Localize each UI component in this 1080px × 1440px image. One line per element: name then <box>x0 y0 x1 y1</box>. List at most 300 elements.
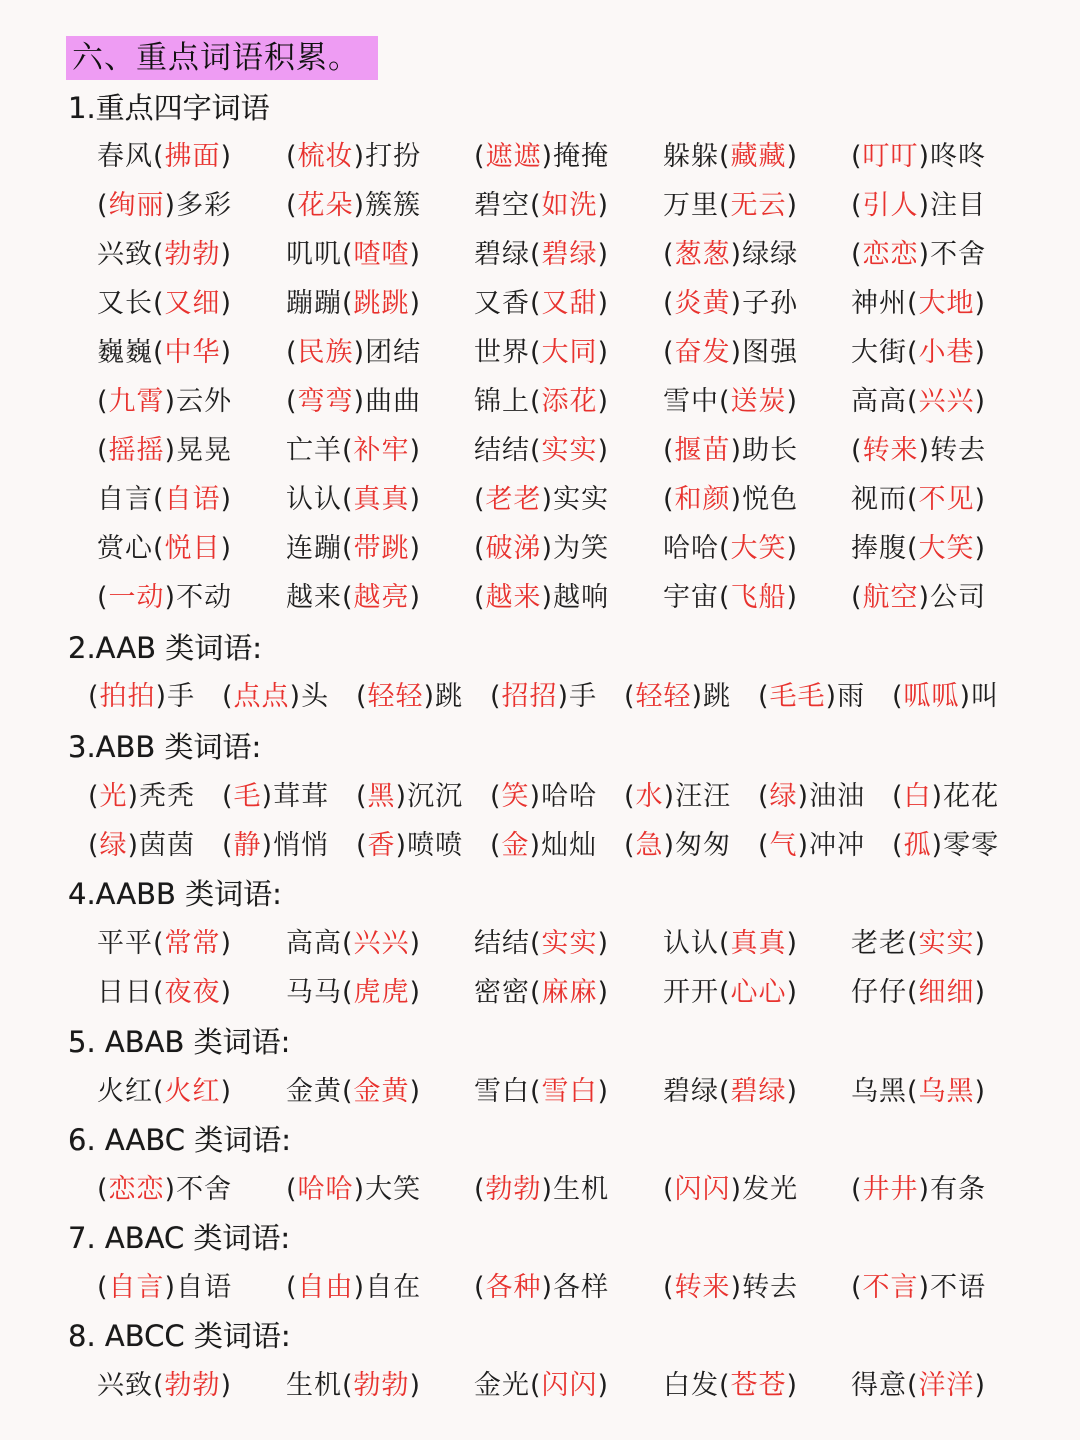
answer-text: 藏藏 <box>730 141 787 172</box>
answer-text: 如洗 <box>541 190 598 221</box>
word-entry <box>851 284 986 324</box>
word-text: )实实 <box>541 484 610 515</box>
word-text: )掩掩 <box>541 141 610 172</box>
word-entry <box>356 777 463 817</box>
answer-text: 跳跳 <box>353 288 410 319</box>
word-text: ( <box>286 1272 298 1303</box>
answer-text: 勃勃 <box>164 239 221 270</box>
word-text: ( <box>97 1174 109 1205</box>
word-text: ) <box>974 533 987 564</box>
word-text: )公司 <box>918 582 987 613</box>
answer-text: 香 <box>367 830 396 861</box>
word-text: 巍巍( <box>97 337 165 368</box>
word-text: ( <box>892 781 904 812</box>
word-text: ( <box>474 1272 486 1303</box>
word-text: ( <box>286 386 298 417</box>
word-entry <box>286 973 421 1013</box>
word-text: ( <box>286 190 298 221</box>
word-text: 叽叽( <box>286 239 354 270</box>
word-entry <box>286 529 421 569</box>
answer-text: 麻麻 <box>541 977 598 1008</box>
word-text: ) <box>974 977 987 1008</box>
answer-text: 各种 <box>485 1272 542 1303</box>
word-text: ( <box>663 239 675 270</box>
word-text: ( <box>851 190 863 221</box>
page-title: 六、重点词语积累。 <box>66 36 378 80</box>
word-text: )注目 <box>918 190 987 221</box>
word-text: ( <box>88 681 100 712</box>
answer-text: 虎虎 <box>353 977 410 1008</box>
answer-text: 一动 <box>108 582 165 613</box>
answer-text: 民族 <box>297 337 354 368</box>
answer-text: 不言 <box>862 1272 919 1303</box>
word-text: )转去 <box>730 1272 799 1303</box>
word-text: ) <box>220 977 233 1008</box>
word-entry <box>851 333 986 373</box>
word-entry <box>97 137 232 177</box>
word-text: ) <box>786 1076 799 1107</box>
word-text: ) <box>786 386 799 417</box>
word-row <box>0 333 1080 373</box>
word-text: ( <box>624 681 636 712</box>
word-text: ( <box>356 830 368 861</box>
answer-text: 苍苍 <box>730 1370 787 1401</box>
word-entry <box>851 1170 986 1210</box>
word-text: ) <box>597 977 610 1008</box>
word-text: 密密( <box>474 977 542 1008</box>
word-row <box>0 1072 1080 1112</box>
word-text: )匆匆 <box>663 830 732 861</box>
answer-text: 毛毛 <box>769 681 826 712</box>
word-text: 赏心( <box>97 533 165 564</box>
word-text: ) <box>597 1076 610 1107</box>
word-text: ( <box>88 781 100 812</box>
word-text: ( <box>624 830 636 861</box>
answer-text: 闪闪 <box>674 1174 731 1205</box>
word-text: ( <box>851 1174 863 1205</box>
word-entry <box>663 186 798 226</box>
word-entry <box>851 924 986 964</box>
word-text: 亡羊( <box>286 435 354 466</box>
word-entry <box>892 677 999 717</box>
word-row <box>0 235 1080 275</box>
word-entry <box>663 1170 798 1210</box>
word-text: ) <box>597 386 610 417</box>
word-text: ) <box>597 1370 610 1401</box>
answer-text: 破涕 <box>485 533 542 564</box>
word-text: ) <box>220 928 233 959</box>
section-heading: 3.ABB 类词语: <box>68 730 262 764</box>
word-text: )冲冲 <box>797 830 866 861</box>
answer-text: 孤 <box>903 830 932 861</box>
word-text: ) <box>597 928 610 959</box>
word-text: ) <box>786 190 799 221</box>
answer-text: 老老 <box>485 484 542 515</box>
word-text: ) <box>974 1370 987 1401</box>
word-text: 碧绿( <box>474 239 542 270</box>
answer-text: 火红 <box>164 1076 221 1107</box>
word-entry <box>663 235 798 275</box>
word-entry <box>851 1072 986 1112</box>
answer-text: 实实 <box>918 928 975 959</box>
word-text: )子孙 <box>730 288 799 319</box>
section-heading: 2.AAB 类词语: <box>68 631 263 665</box>
word-text: )秃秃 <box>127 781 196 812</box>
word-text: 结结( <box>474 928 542 959</box>
word-entry <box>97 924 232 964</box>
answer-text: 拍拍 <box>99 681 156 712</box>
word-text: 结结( <box>474 435 542 466</box>
word-text: )助长 <box>730 435 799 466</box>
answer-text: 绚丽 <box>108 190 165 221</box>
answer-text: 招招 <box>501 681 558 712</box>
word-text: ) <box>220 1370 233 1401</box>
word-entry <box>286 1072 421 1112</box>
word-text: ) <box>220 484 233 515</box>
word-text: 认认( <box>286 484 354 515</box>
word-text: 又香( <box>474 288 542 319</box>
word-text: )晃晃 <box>164 435 233 466</box>
word-entry <box>474 924 609 964</box>
word-text: )转去 <box>918 435 987 466</box>
word-text: )喷喷 <box>395 830 464 861</box>
word-entry <box>851 186 986 226</box>
word-row <box>0 529 1080 569</box>
word-text: 春风( <box>97 141 165 172</box>
word-entry <box>97 382 232 422</box>
answer-text: 自由 <box>297 1272 354 1303</box>
word-text: ) <box>974 928 987 959</box>
word-entry <box>286 382 421 422</box>
answer-text: 心心 <box>730 977 787 1008</box>
word-text: ) <box>409 1370 422 1401</box>
word-entry <box>474 1170 609 1210</box>
answer-text: 炎黄 <box>674 288 731 319</box>
answer-text: 水 <box>635 781 664 812</box>
answer-text: 绿 <box>769 781 798 812</box>
word-text: ( <box>97 582 109 613</box>
word-entry <box>286 1268 421 1308</box>
answer-text: 毛 <box>233 781 262 812</box>
word-text: )悄悄 <box>261 830 330 861</box>
word-text: 金黄( <box>286 1076 354 1107</box>
answer-text: 不见 <box>918 484 975 515</box>
word-text: )大笑 <box>353 1174 422 1205</box>
word-text: ( <box>851 141 863 172</box>
word-text: 连蹦( <box>286 533 354 564</box>
answer-text: 轻轻 <box>635 681 692 712</box>
word-text: )灿灿 <box>529 830 598 861</box>
answer-text: 笑 <box>501 781 530 812</box>
answer-text: 闪闪 <box>541 1370 598 1401</box>
answer-text: 叮叮 <box>862 141 919 172</box>
word-text: ) <box>220 1076 233 1107</box>
word-text: 雪中( <box>663 386 731 417</box>
word-entry <box>663 284 798 324</box>
word-text: ( <box>286 337 298 368</box>
word-row <box>0 1268 1080 1308</box>
word-entry <box>356 826 463 866</box>
word-entry <box>663 973 798 1013</box>
word-text: ( <box>624 781 636 812</box>
word-text: 神州( <box>851 288 919 319</box>
word-text: ) <box>409 533 422 564</box>
answer-text: 又细 <box>164 288 221 319</box>
word-row <box>0 137 1080 177</box>
word-entry <box>97 431 232 471</box>
answer-text: 真真 <box>730 928 787 959</box>
word-text: )不动 <box>164 582 233 613</box>
word-text: ) <box>409 977 422 1008</box>
word-text: ) <box>220 239 233 270</box>
answer-text: 兴兴 <box>918 386 975 417</box>
word-text: 老老( <box>851 928 919 959</box>
answer-text: 送炭 <box>730 386 787 417</box>
word-text: ) <box>220 288 233 319</box>
answer-text: 航空 <box>862 582 919 613</box>
word-text: ) <box>597 435 610 466</box>
word-entry <box>286 1170 421 1210</box>
word-text: 兴致( <box>97 239 165 270</box>
word-entry <box>851 1268 986 1308</box>
word-entry <box>286 284 421 324</box>
word-text: )曲曲 <box>353 386 422 417</box>
word-text: ( <box>758 781 770 812</box>
word-entry <box>286 431 421 471</box>
word-text: 大街( <box>851 337 919 368</box>
answer-text: 绿 <box>99 830 128 861</box>
word-text: ) <box>409 582 422 613</box>
word-text: )茸茸 <box>261 781 330 812</box>
word-text: )跳 <box>691 681 732 712</box>
word-text: ) <box>409 288 422 319</box>
word-text: )哈哈 <box>529 781 598 812</box>
answer-text: 夜夜 <box>164 977 221 1008</box>
answer-text: 实实 <box>541 435 598 466</box>
word-text: ( <box>474 533 486 564</box>
word-entry <box>474 1268 609 1308</box>
section-heading: 5. ABAB 类词语: <box>68 1025 291 1059</box>
word-text: 碧空( <box>474 190 542 221</box>
word-entry <box>474 186 609 226</box>
word-text: ) <box>409 1076 422 1107</box>
word-text: 锦上( <box>474 386 542 417</box>
word-row <box>0 186 1080 226</box>
word-entry <box>490 777 597 817</box>
answer-text: 恋恋 <box>862 239 919 270</box>
answer-text: 勃勃 <box>353 1370 410 1401</box>
word-text: ) <box>409 435 422 466</box>
word-entry <box>490 826 597 866</box>
word-entry <box>474 1366 609 1406</box>
answer-text: 恋恋 <box>108 1174 165 1205</box>
word-text: ) <box>220 337 233 368</box>
word-text: 仔仔( <box>851 977 919 1008</box>
word-text: )手 <box>155 681 196 712</box>
word-entry <box>624 677 731 717</box>
word-entry <box>490 677 597 717</box>
word-text: )零零 <box>931 830 1000 861</box>
word-text: )打扮 <box>353 141 422 172</box>
word-text: )沉沉 <box>395 781 464 812</box>
answer-text: 呱呱 <box>903 681 960 712</box>
word-entry <box>286 235 421 275</box>
answer-text: 花朵 <box>297 190 354 221</box>
word-entry <box>286 578 421 618</box>
word-text: 高高( <box>286 928 354 959</box>
word-text: 认认( <box>663 928 731 959</box>
answer-text: 井井 <box>862 1174 919 1205</box>
word-entry <box>97 1366 232 1406</box>
word-entry <box>851 137 986 177</box>
word-entry <box>892 777 999 817</box>
word-text: ( <box>892 830 904 861</box>
word-entry <box>663 333 798 373</box>
word-text: )不语 <box>918 1272 987 1303</box>
word-text: 金光( <box>474 1370 542 1401</box>
word-text: ( <box>356 781 368 812</box>
word-text: 自言( <box>97 484 165 515</box>
word-text: ( <box>97 386 109 417</box>
word-text: ) <box>974 1076 987 1107</box>
answer-text: 又甜 <box>541 288 598 319</box>
word-text: )自在 <box>353 1272 422 1303</box>
word-row <box>0 480 1080 520</box>
word-entry <box>663 1366 798 1406</box>
word-text: ( <box>663 337 675 368</box>
answer-text: 实实 <box>541 928 598 959</box>
word-entry <box>474 1072 609 1112</box>
answer-text: 自语 <box>164 484 221 515</box>
word-text: 捧腹( <box>851 533 919 564</box>
answer-text: 真真 <box>353 484 410 515</box>
word-entry <box>474 431 609 471</box>
answer-text: 细细 <box>918 977 975 1008</box>
word-entry <box>88 677 195 717</box>
answer-text: 添花 <box>541 386 598 417</box>
word-text: )多彩 <box>164 190 233 221</box>
word-entry <box>851 235 986 275</box>
answer-text: 中华 <box>164 337 221 368</box>
word-text: ( <box>88 830 100 861</box>
answer-text: 和颜 <box>674 484 731 515</box>
word-text: ( <box>758 830 770 861</box>
answer-text: 常常 <box>164 928 221 959</box>
word-entry <box>474 973 609 1013</box>
answer-text: 引人 <box>862 190 919 221</box>
word-text: ) <box>786 582 799 613</box>
word-text: ( <box>474 484 486 515</box>
word-text: ( <box>474 582 486 613</box>
word-text: ) <box>220 533 233 564</box>
word-text: ( <box>356 681 368 712</box>
answer-text: 拂面 <box>164 141 221 172</box>
word-text: )咚咚 <box>918 141 987 172</box>
answer-text: 自言 <box>108 1272 165 1303</box>
word-text: 宇宙( <box>663 582 731 613</box>
word-entry <box>97 284 232 324</box>
word-text: )油油 <box>797 781 866 812</box>
word-text: ( <box>663 1174 675 1205</box>
word-text: 马马( <box>286 977 354 1008</box>
answer-text: 雪白 <box>541 1076 598 1107</box>
word-text: 乌黑( <box>851 1076 919 1107</box>
answer-text: 黑 <box>367 781 396 812</box>
word-entry <box>222 826 329 866</box>
word-text: )茵茵 <box>127 830 196 861</box>
word-text: ( <box>474 141 486 172</box>
answer-text: 越来 <box>485 582 542 613</box>
word-text: )图强 <box>730 337 799 368</box>
word-text: ( <box>851 239 863 270</box>
word-row <box>0 924 1080 964</box>
word-text: 世界( <box>474 337 542 368</box>
word-text: 蹦蹦( <box>286 288 354 319</box>
word-entry <box>286 924 421 964</box>
word-entry <box>97 1170 232 1210</box>
word-text: 又长( <box>97 288 165 319</box>
word-entry <box>851 431 986 471</box>
word-text: ) <box>786 533 799 564</box>
word-text: ) <box>409 484 422 515</box>
word-text: 万里( <box>663 190 731 221</box>
section-heading: 8. ABCC 类词语: <box>68 1319 291 1353</box>
word-entry <box>97 973 232 1013</box>
word-text: ) <box>786 928 799 959</box>
word-entry <box>474 333 609 373</box>
word-entry <box>356 677 463 717</box>
word-text: ( <box>97 190 109 221</box>
answer-text: 转来 <box>674 1272 731 1303</box>
word-text: ( <box>222 830 234 861</box>
word-entry <box>474 137 609 177</box>
word-entry <box>663 578 798 618</box>
section-heading: 1.重点四字词语 <box>68 91 270 125</box>
section-heading: 7. ABAC 类词语: <box>68 1221 291 1255</box>
answer-text: 奋发 <box>674 337 731 368</box>
word-entry <box>97 186 232 226</box>
answer-text: 兴兴 <box>353 928 410 959</box>
word-text: ) <box>220 141 233 172</box>
word-text: ) <box>409 928 422 959</box>
word-text: )云外 <box>164 386 233 417</box>
word-text: ( <box>222 781 234 812</box>
word-entry <box>97 480 232 520</box>
word-text: 生机( <box>286 1370 354 1401</box>
answer-text: 九霄 <box>108 386 165 417</box>
answer-text: 带跳 <box>353 533 410 564</box>
word-row <box>0 677 1080 717</box>
word-text: ( <box>490 681 502 712</box>
word-text: 日日( <box>97 977 165 1008</box>
answer-text: 轻轻 <box>367 681 424 712</box>
word-entry <box>474 529 609 569</box>
answer-text: 喳喳 <box>353 239 410 270</box>
word-text: )头 <box>289 681 330 712</box>
word-text: ) <box>786 141 799 172</box>
word-text: ) <box>409 239 422 270</box>
word-text: 越来( <box>286 582 354 613</box>
answer-text: 越亮 <box>353 582 410 613</box>
word-entry <box>88 826 195 866</box>
word-row <box>0 284 1080 324</box>
word-text: ( <box>97 1272 109 1303</box>
word-entry <box>624 777 731 817</box>
word-row <box>0 1170 1080 1210</box>
word-text: )雨 <box>825 681 866 712</box>
word-text: ( <box>286 1174 298 1205</box>
word-text: ) <box>974 288 987 319</box>
